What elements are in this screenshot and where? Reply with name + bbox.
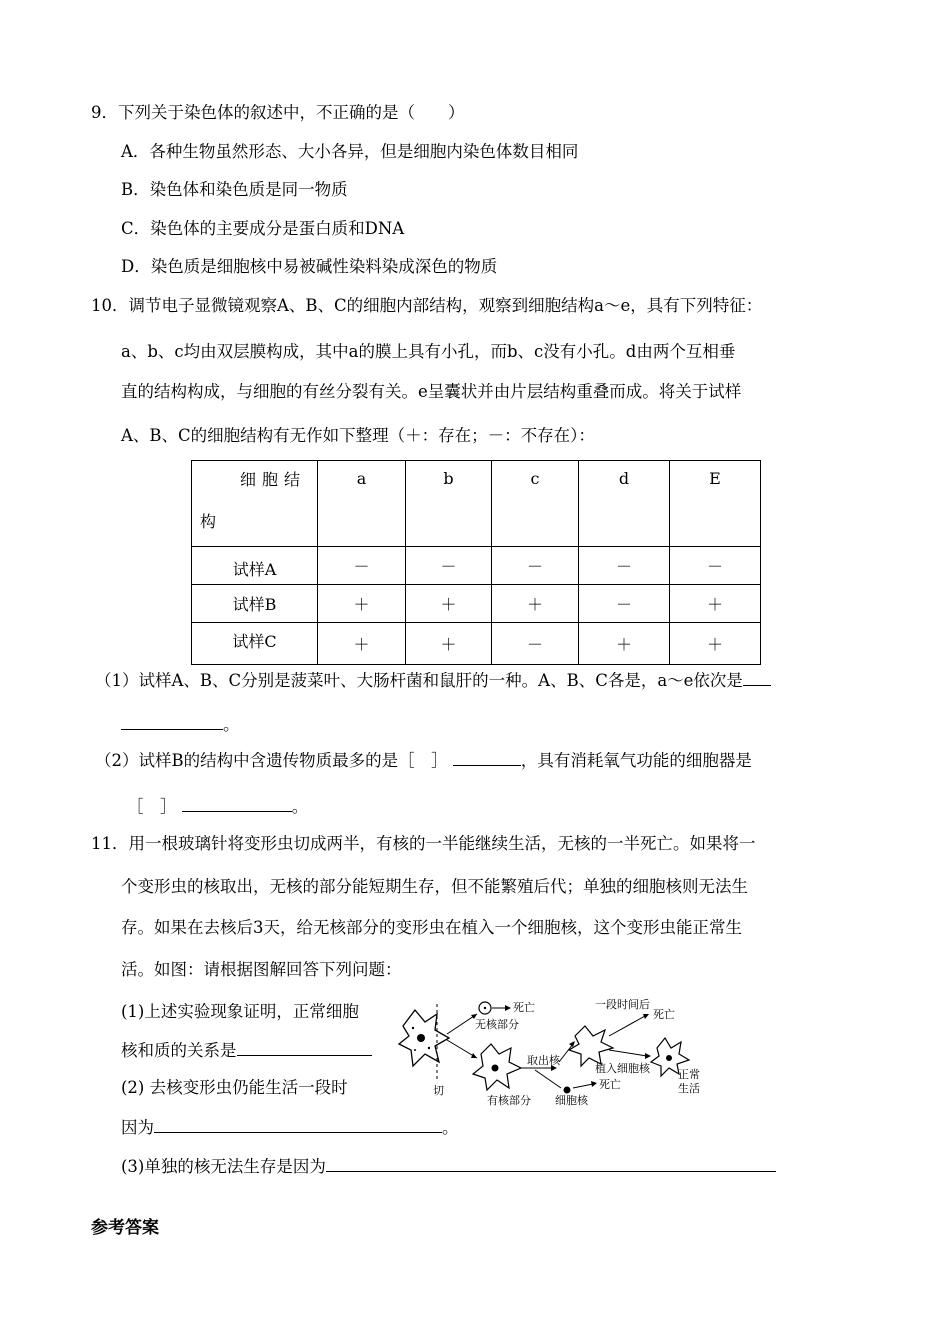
amoeba-with-nucleus-icon <box>473 1044 521 1090</box>
q10-sub2-text-2: ，具有消耗氧气功能的细胞器是 <box>520 751 752 770</box>
q11-stem-line2: 个变形虫的核取出，无核的部分能短期生存，但不能繁殖后代；单独的细胞核则无法生 <box>121 877 748 896</box>
q10-stem-line1: 10．调节电子显微镜观察A、B、C的细胞内部结构，观察到细胞结构a～e，具有下列特征： <box>91 296 763 315</box>
answer-blank[interactable] <box>182 795 292 812</box>
amoeba-experiment-figure <box>395 996 710 1106</box>
label-after-time: 一段时间后 <box>595 998 650 1011</box>
row-label: 试样A <box>192 547 318 585</box>
q10-sub1-line1 <box>95 669 771 692</box>
table-header-corner <box>192 461 318 547</box>
row-label: 试样C <box>192 623 318 665</box>
q11-sub1-line1: (1)上述实验现象证明，正常细胞 <box>121 1002 359 1021</box>
table-cell: － <box>492 547 579 585</box>
q11-stem-line4: 活。如图：请根据图解回答下列问题： <box>121 960 402 979</box>
label-normal-1: 正常 <box>678 1068 700 1081</box>
table-row <box>192 547 761 585</box>
label-implant: 植入细胞核 <box>595 1062 650 1075</box>
q10-sub2-bracket: ［ ］ <box>127 797 177 816</box>
q9-option-d: D．染色质是细胞核中易被碱性染料染成深色的物质 <box>121 257 498 276</box>
table-header-text-1: 细胞结 <box>240 470 307 489</box>
q11-sub1-line2 <box>121 1039 372 1062</box>
table-cell: － <box>318 547 406 585</box>
label-cut: 切 <box>433 1084 444 1097</box>
table-cell: － <box>579 585 670 623</box>
table-cell: － <box>579 547 670 585</box>
table-cell: ＋ <box>318 623 406 665</box>
q9-stem: 9．下列关于染色体的叙述中，不正确的是（ ） <box>91 103 465 122</box>
q11-sub3-text: (3)单独的核无法生存是因为 <box>121 1157 326 1176</box>
table-cell: ＋ <box>492 585 579 623</box>
table-col-e: E <box>670 461 761 547</box>
answer-blank[interactable] <box>154 1116 442 1133</box>
q10-sub1-end: 。 <box>223 715 240 734</box>
q11-stem-line1: 11．用一根玻璃针将变形虫切成两半，有核的一半能继续生活，无核的一半死亡。如果将一 <box>91 834 756 853</box>
table-cell: － <box>406 547 492 585</box>
q10-sub1-text: （1）试样A、B、C分别是菠菜叶、大肠杆菌和鼠肝的一种。A、B、C各是，a～e依次是 <box>95 671 743 690</box>
table-col-c: c <box>492 461 579 547</box>
q9-option-c: C．染色体的主要成分是蛋白质和DNA <box>121 219 405 238</box>
q10-sub2-line1 <box>95 749 752 772</box>
q9-option-b: B．染色体和染色质是同一物质 <box>121 180 348 199</box>
table-row <box>192 585 761 623</box>
label-take-out: 取出核 <box>527 1054 560 1067</box>
label-dead-3: 死亡 <box>653 1008 675 1021</box>
q11-sub1-text: 核和质的关系是 <box>121 1041 237 1060</box>
q11-stem-line3: 存。如果在去核后3天，给无核部分的变形虫在植入一个细胞核，这个变形虫能正常生 <box>121 918 742 937</box>
q10-stem-line2: a、b、c均由双层膜构成，其中a的膜上具有小孔，而b、c没有小孔。d由两个互相垂 <box>121 342 736 361</box>
nucleus-icon <box>564 1087 571 1094</box>
label-dead-2: 死亡 <box>599 1078 621 1091</box>
q11-sub2-line1: (2) 去核变形虫仍能生活一段时 <box>121 1078 348 1097</box>
q10-sub2-end: 。 <box>291 797 309 816</box>
table-col-a: a <box>318 461 406 547</box>
q11-sub3-line <box>121 1155 776 1178</box>
label-dead-1: 死亡 <box>513 1001 535 1014</box>
answer-blank[interactable] <box>453 749 521 766</box>
table-cell: － <box>492 623 579 665</box>
table-cell: ＋ <box>406 585 492 623</box>
answers-heading: 参考答案 <box>91 1218 159 1238</box>
table-col-b: b <box>406 461 492 547</box>
q10-stem-line4: A、B、C的细胞结构有无作如下整理（＋：存在；－：不存在）： <box>121 426 595 445</box>
q11-sub2-text: 因为 <box>121 1118 154 1137</box>
answer-blank[interactable] <box>237 1039 372 1056</box>
table-header-row <box>192 461 761 547</box>
amoeba-enucleated-icon <box>569 1026 613 1066</box>
table-cell: ＋ <box>670 585 761 623</box>
table-row <box>192 623 761 665</box>
answer-blank[interactable] <box>121 713 223 730</box>
q10-sub2-line2 <box>127 795 308 818</box>
q10-stem-line3: 直的结构构成，与细胞的有丝分裂有关。e呈囊状并由片层结构重叠而成。将关于试样 <box>121 382 742 401</box>
table-col-d: d <box>579 461 670 547</box>
answer-blank[interactable] <box>326 1155 776 1172</box>
q11-sub2-end: 。 <box>442 1118 459 1137</box>
answer-blank[interactable] <box>743 669 771 686</box>
table-header-text-2: 构 <box>200 512 217 531</box>
label-nucleus: 细胞核 <box>555 1094 588 1106</box>
q9-option-a: A．各种生物虽然形态、大小各异，但是细胞内染色体数目相同 <box>121 142 579 161</box>
label-with-nucleus: 有核部分 <box>487 1094 531 1106</box>
q10-sub1-line2 <box>121 713 240 736</box>
row-label: 试样B <box>192 585 318 623</box>
cell-structure-table <box>191 460 761 665</box>
table-cell: ＋ <box>406 623 492 665</box>
table-cell: ＋ <box>318 585 406 623</box>
q11-sub2-line2 <box>121 1116 459 1139</box>
amoeba-original-icon <box>399 1010 449 1066</box>
table-cell: ＋ <box>579 623 670 665</box>
table-cell: － <box>670 547 761 585</box>
q10-sub2-text: （2）试样B的结构中含遗传物质最多的是［ ］ <box>95 751 448 770</box>
label-no-nucleus: 无核部分 <box>475 1018 519 1031</box>
label-normal-2: 生活 <box>678 1082 700 1095</box>
table-cell: ＋ <box>670 623 761 665</box>
